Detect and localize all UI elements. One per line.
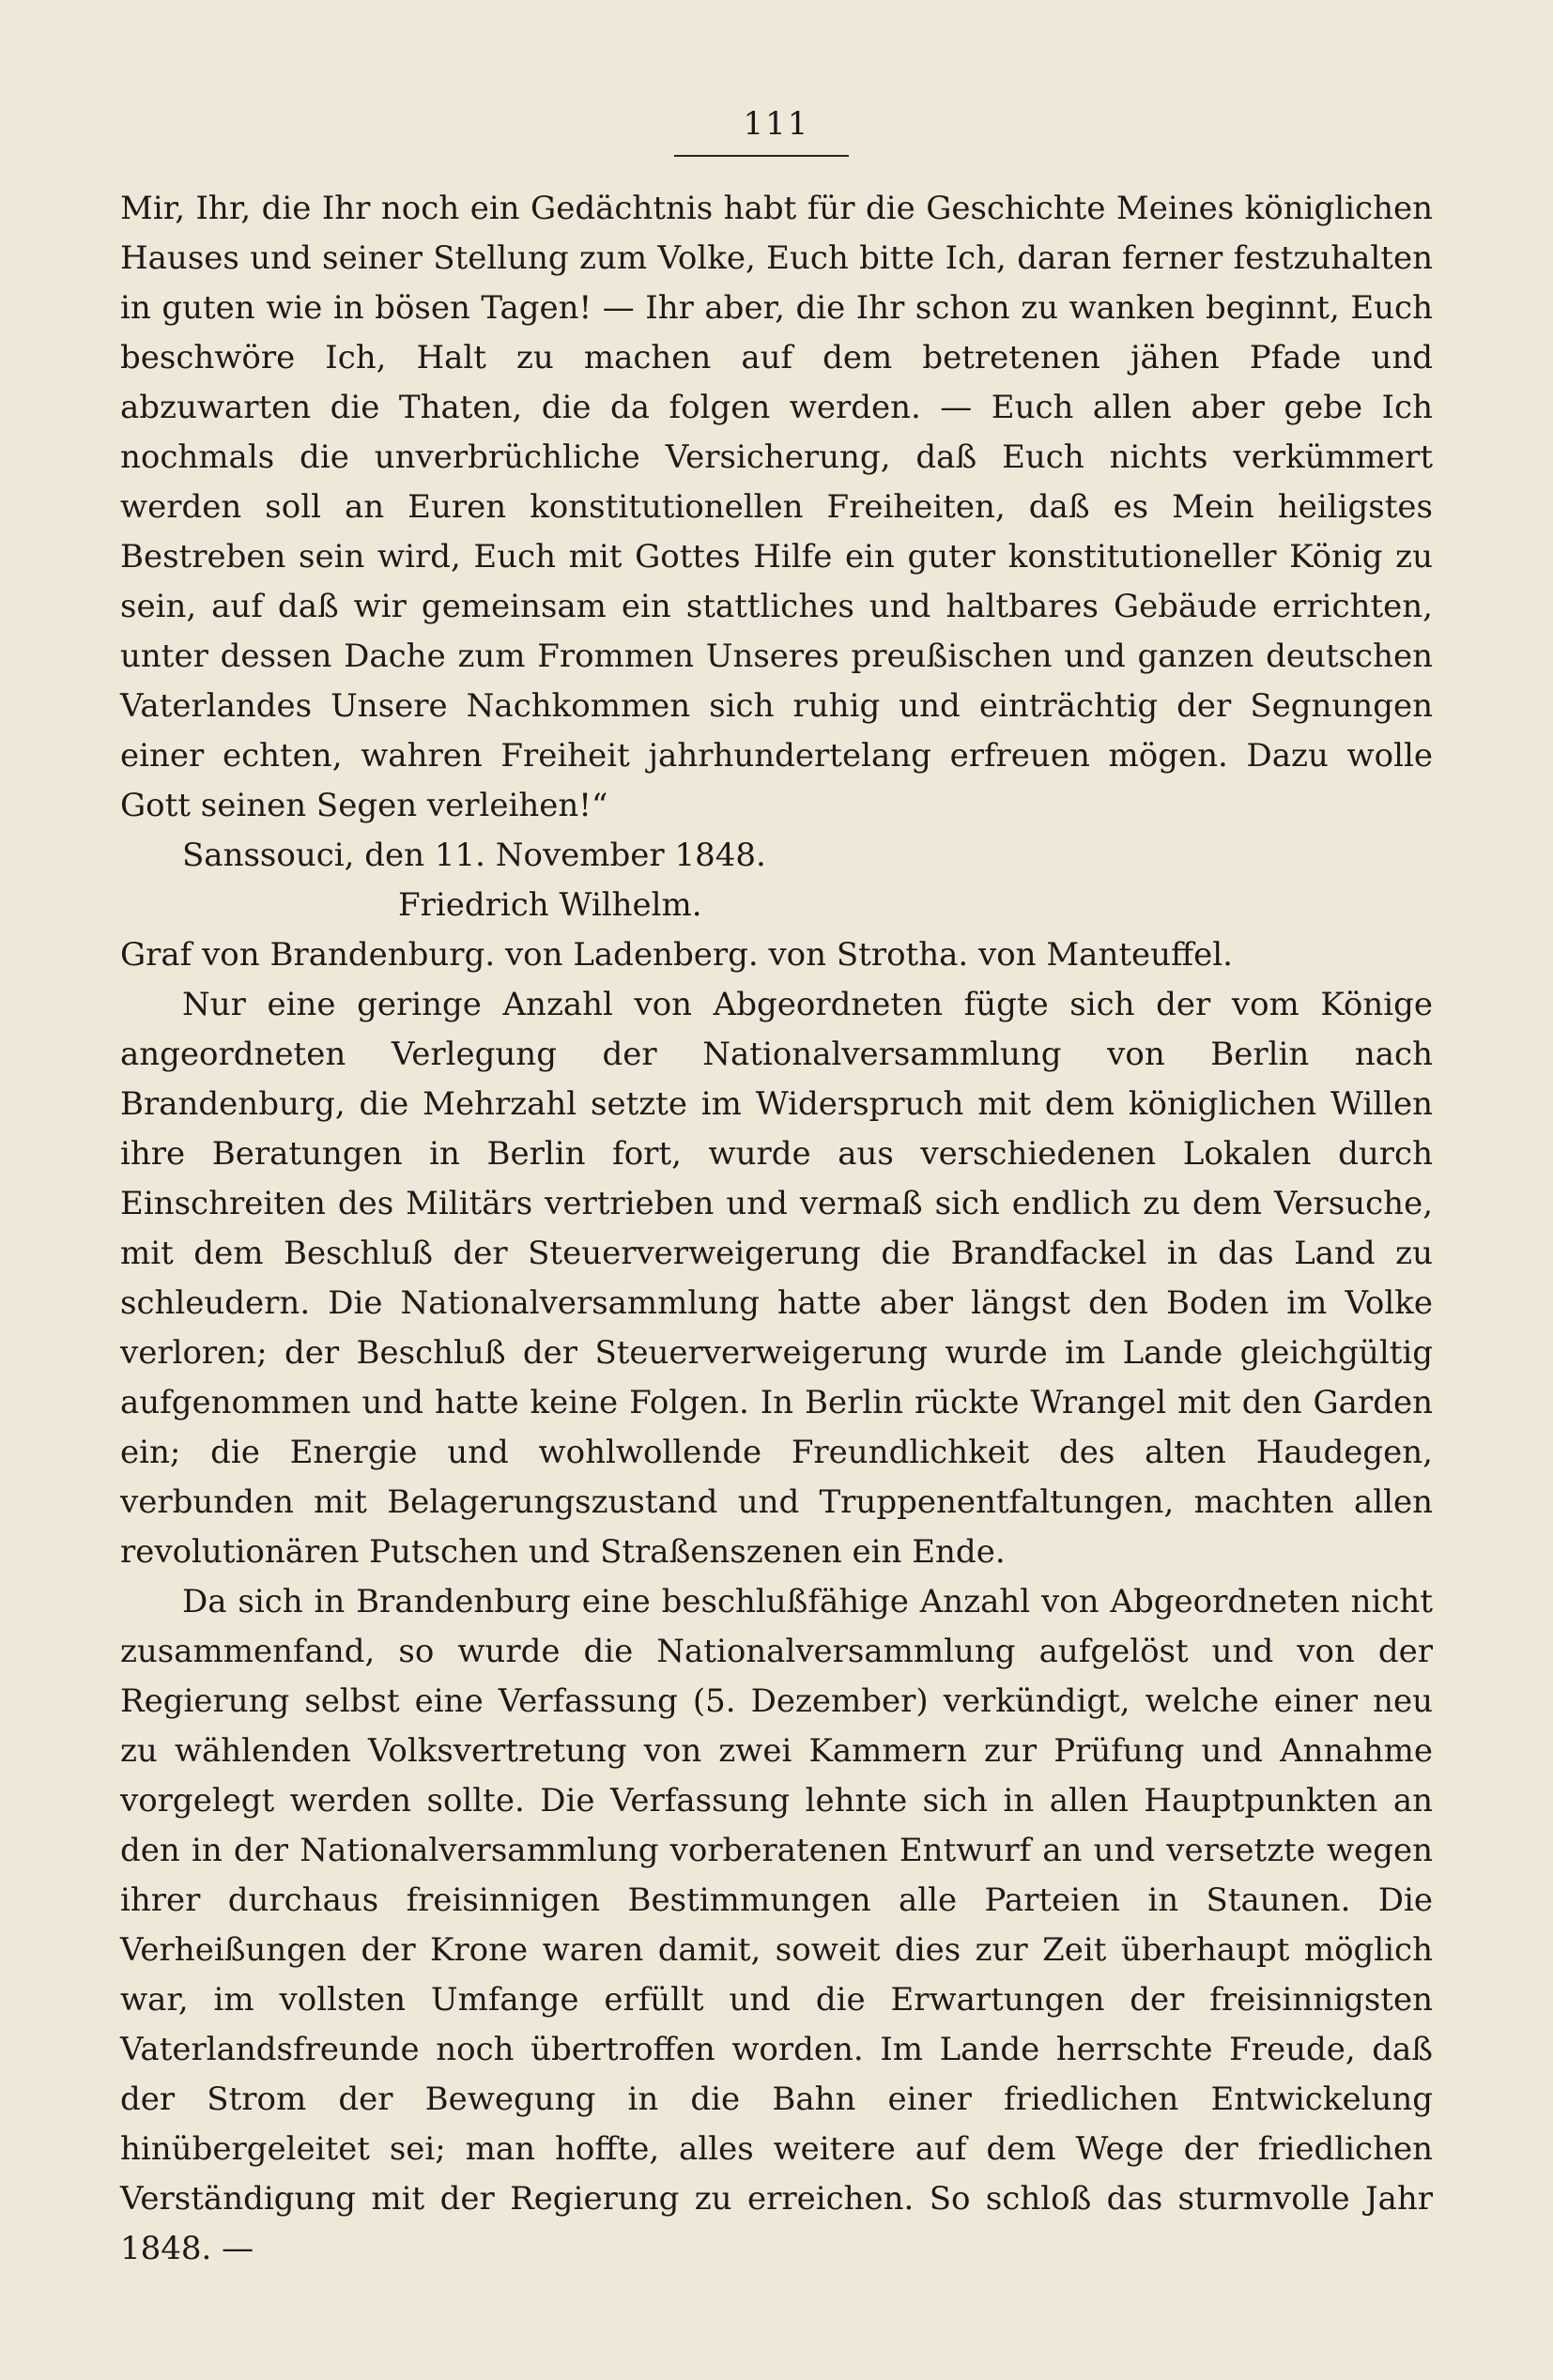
paragraph-constitution: Da sich in Brandenburg eine beschlußfähige Anzahl von Abgeordneten nicht zusammenfand, so wurde die Nationalversammlung aufgelöst und von der Regierung selbst eine Verfassung (5. Dezember) verkündigt, welche einer neu zu wählenden Volksvertretung von zwei Kammern zur Prüfung und Annahme vorgelegt werden sollte. Die Verfassung lehnte sich in allen Hauptpunkten an den in der Nationalversammlung vorberatenen Entwurf an und versetzte wegen ihrer durchaus freisinnigen Bestimmungen alle Parteien in Staunen. Die Verheißungen der Krone waren damit, soweit dies zur Zeit überhaupt möglich war, im vollsten Umfange erfüllt und die Erwartungen der freisinnigsten Vaterlandsfreunde noch übertroffen worden. Im Lande herrschte Freude, daß der Strom der Bewegung in die Bahn einer friedlichen Entwickelung hinübergeleitet sei; man hoffte, alles weitere auf dem Wege der friedlichen Verständigung mit der Regierung zu erreichen. So schloß das sturmvolle Jahr 1848. — [120, 1583, 1433, 2267]
royal-signature: Friedrich Wilhelm. [398, 886, 702, 924]
page-number: 111 [743, 105, 810, 143]
paragraph-relocation: Nur eine geringe Anzahl von Abgeordneten fügte sich der vom Könige angeordneten Verlegung der Nationalversammlung von Berlin nach Brandenburg, die Mehrzahl setzte im Widerspruch mit dem königlichen Willen ihre Beratungen in Berlin fort, wurde aus verschiedenen Lokalen durch Einschreiten des Militärs vertrieben und vermaß sich endlich zu dem Versuche, mit dem Beschluß der Steuerverweigerung die Brandfackel in das Land zu schleudern. Die Nationalversammlung hatte aber längst den Boden im Volke verloren; der Beschluß der Steuerverweigerung wurde im Lande gleichgültig aufgenommen und hatte keine Folgen. In Berlin rückte Wrangel mit den Garden ein; die Energie und wohlwollende Freundlichkeit des alten Haudegen, verbunden mit Belagerungszustand und Truppenentfaltungen, machten allen revolutionären Putschen und Straßenszenen ein Ende. [120, 986, 1433, 1571]
minister-signatures: Graf von Brandenburg. von Ladenberg. von Strotha. von Manteuffel. [120, 936, 1233, 974]
header-rule [674, 155, 849, 157]
dateline: Sanssouci, den 11. November 1848. [182, 837, 766, 874]
proclamation-paragraph: Mir, Ihr, die Ihr noch ein Gedächtnis habt für die Geschichte Meines königlichen Hauses und seiner Stellung zum Volke, Euch bitte Ich, daran ferner festzuhalten in guten wie in bösen Tagen! — Ihr aber, die Ihr schon zu wanken beginnt, Euch beschwöre Ich, Halt zu machen auf dem betretenen jähen Pfade und abzuwarten die Thaten, die da folgen werden. — Euch allen aber gebe Ich nochmals die unverbrüchliche Versicherung, daß Euch nichts verkümmert werden soll an Euren konstitutionellen Freiheiten, daß es Mein heiligstes Bestreben sein wird, Euch mit Gottes Hilfe ein guter konstitutioneller König zu sein, auf daß wir gemeinsam ein stattliches und haltbares Gebäude errichten, unter dessen Dache zum Frommen Unseres preußischen und ganzen deutschen Vaterlandes Unsere Nachkommen sich ruhig und einträchtig der Segnungen einer echten, wahren Freiheit jahrhundertelang erfreuen mögen. Dazu wolle Gott seinen Segen verleihen!“ [120, 190, 1433, 824]
body-text [120, 184, 1433, 2274]
